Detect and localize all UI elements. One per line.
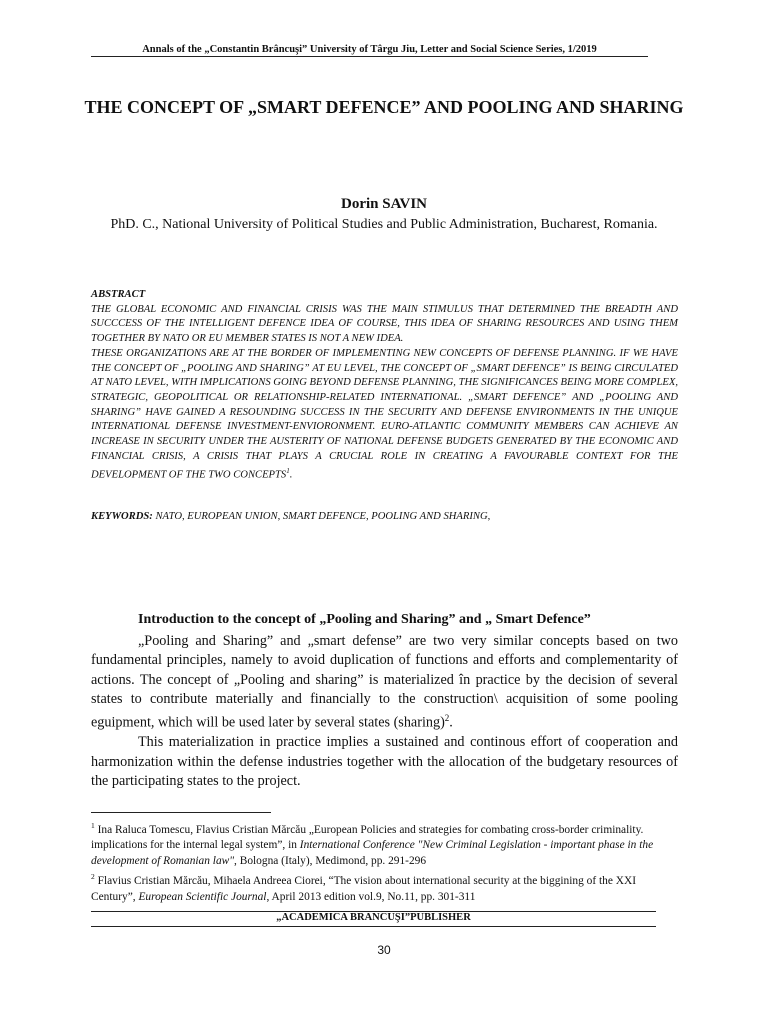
running-header: Annals of the „Constantin Brâncuşi” University of Târgu Jiu, Letter and Social Science Series, 1/2019 [91,44,648,57]
abstract-paragraph-text: THE GLOBAL ECONOMIC AND FINANCIAL CRISIS WAS THE MAIN STIMULUS THAT DETERMINED THE BREADTH AND SUCCCESS OF THE INTELLIGENT DEFENCE IDEA OF COURSE, THIS IDEA OF SHARING RESOURCES AND USING THEM TOGETHER BY NATO OR EU MEMBER STATES IS NOT A NEW IDEA. [91,303,678,345]
footer-publisher: „ACADEMICA BRANCUŞI”PUBLISHER [276,912,471,923]
footnote-source: European Scientific Journal [138,890,267,903]
footnote-source: International Conference "New Criminal Legislation - important phase in the development of Romanian law" [91,839,654,867]
abstract-paragraph-text: THESE ORGANIZATIONS ARE AT THE BORDER OF IMPLEMENTING NEW CONCEPTS OF DEFENSE PLANNING. IF WE HAVE THE CONCEPT OF „POOLING AND SHARING” AT EU LEVEL, THE CONCEPT OF „SMART DEFENCE” IS BEING CIRCULATED AT NATO LEVEL, WITH IMPLICATIONS GOING BEYOND DEFENSE PLANNING, THE SIGNIFICANCES BEING MORE COMPLEX, STRATEGIC, GEOPOLITICAL OR RELATIONSHIP-RELATED INTERNATIONAL. „SMART DEFENCE” AND „POOLING AND SHARING” HAVE GAINED A RESOUNDING SUCCESS IN THE SECURITY AND DEFENSE ENVIRONMENTS IN THE UNIQUE INTERNATIONAL DEFENSE INVESTMENT-ENVIORONMENT. EURO-ATLANTIC COMMUNITY MEMBERS CAN ACHIEVE AN INCREASE IN SECURITY UNDER THE AUSTERITY OF NATIONAL DEFENSE BUDGETS GENERATED BY THE ECONOMIC AND FINANCIAL CRISIS, A CRISIS THAT PLAYS A CRUCIAL ROLE IN CREATING A FAVOURABLE CONTEXT FOR THE DEVELOPMENT OF THE TWO CONCEPTS [91,347,678,481]
body-paragraph-text: This materialization in practice implies a sustained and continous effort of cooperation and harmonization within the defense industries together with the allocation of the budgetary resources of the participating states to the project. [91,734,678,789]
footnote-details: , April 2013 edition vol.9, No.11, pp. 301-311 [266,890,476,903]
abstract-paragraph-end: . [289,469,293,481]
abstract-heading: ABSTRACT [91,289,146,300]
footnote-number: 2 [91,872,95,882]
footnote-authors: Flavius Cristian Mărcău, Mihaela Andreea Ciorei, “The vision about international security at the biggining of the XXI Century”, [91,875,636,903]
section-heading: Introduction to the concept of „Pooling and Sharing” and „ Smart Defence” [138,612,591,627]
article-title: THE CONCEPT OF „SMART DEFENCE” AND POOLING AND SHARING [84,97,684,117]
footer-divider-bottom [91,926,656,927]
footnote [91,869,678,905]
body-text [91,632,678,791]
footnote-ref[interactable]: 1 [286,467,290,476]
footnotes [91,818,678,905]
footnote-divider [91,812,271,813]
keywords [91,511,678,522]
abstract [91,288,678,484]
author-name: Dorin SAVIN [341,196,427,212]
footnote [91,818,678,869]
keywords-label: KEYWORDS: [91,511,153,522]
abstract-paragraph [91,303,678,347]
body-paragraph-end: . [449,714,453,731]
body-paragraph [91,733,678,791]
footnote-number: 1 [91,821,95,830]
footnote-details: , Bologna (Italy), Medimond, pp. 291-296 [234,854,427,867]
keywords-value: NATO, EUROPEAN UNION, SMART DEFENCE, POOLING AND SHARING, [155,511,491,522]
author-affiliation: PhD. C., National University of Political Studies and Public Administration, Bucharest, Romania. [110,217,658,232]
page-number: 30 [377,943,391,957]
body-paragraph [91,632,678,733]
footnote-ref[interactable]: 2 [444,713,450,724]
body-paragraph-text: „Pooling and Sharing” and „smart defense” are two very similar concepts based on two fundamental principles, namely to avoid duplication of functions and efforts and complementarity of actions. The concept of „Pooling and sharing” is materialized în practice by the decision of several states to contribute materially and financially to the construction\ acquisition of some pooling eguipment, which will be used later by several states (sharing) [91,633,678,731]
footnote-authors: Ina Raluca Tomescu, Flavius Cristian Mărcău „European Policies and strategies for combating cross-border criminality. implications for the internal legal system”, in [91,823,644,852]
abstract-paragraph [91,347,678,484]
